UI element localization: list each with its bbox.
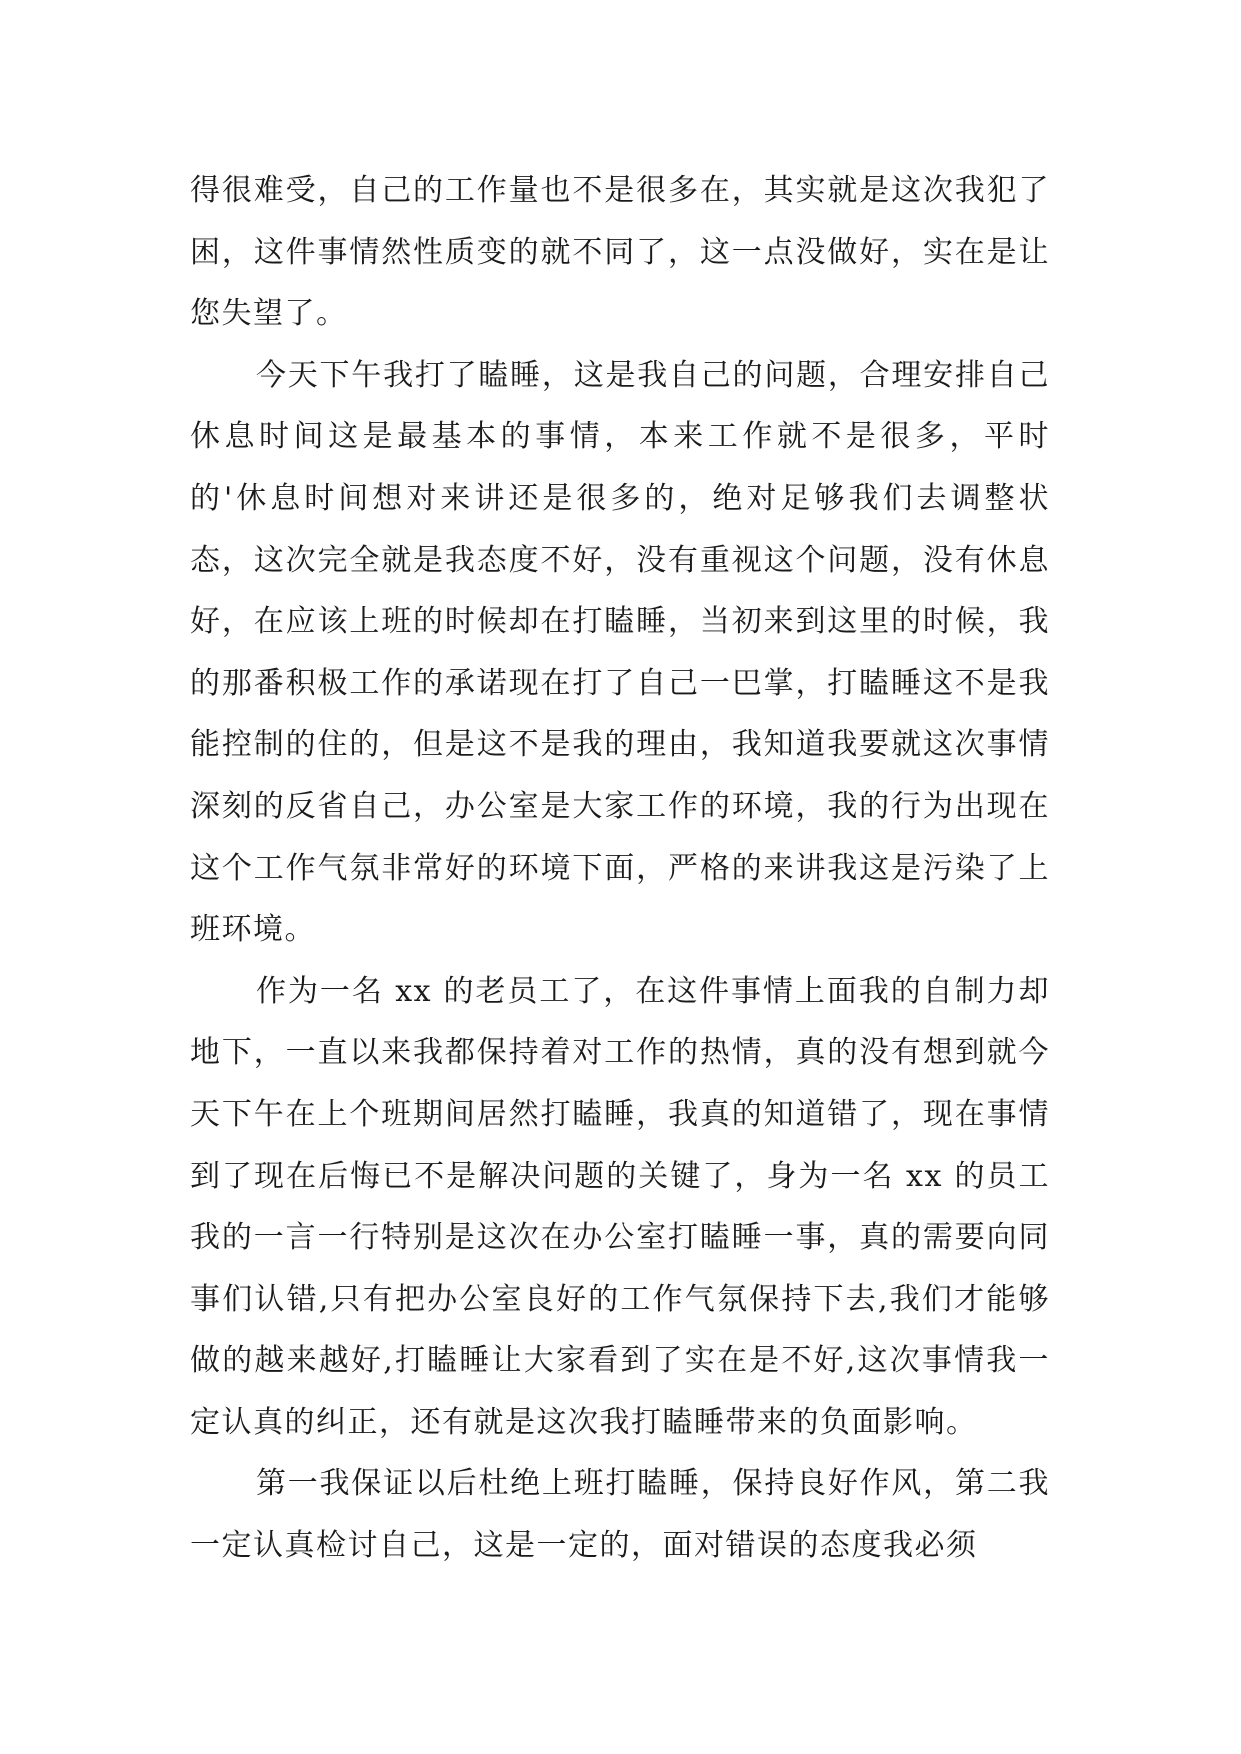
document-body [190,160,1050,1577]
paragraph-commitments: 第一我保证以后杜绝上班打瞌睡，保持良好作风，第二我一定认真检讨自己，这是一定的，面对错误的态度我必须 [190,1466,1050,1564]
paragraph-senior-employee: 作为一名 xx 的老员工了，在这件事情上面我的自制力却地下，一直以来我都保持着对工作的热情，真的没有想到就今天下午在上个班期间居然打瞌睡，我真的知道错了，现在事情到了现在后悔已不是解决问题的关键了，身为一名 xx 的员工我的一言一行特别是这次在办公室打瞌睡一事，真的需要向同事们认错,只有把办公室良好的工作气氛保持下去,我们才能够做的越来越好,打瞌睡让大家看到了实在是不好,这次事情我一定认真的纠正，还有就是这次我打瞌睡带来的负面影响。 [190,973,1050,1440]
paragraph-continuation: 得很难受，自己的工作量也不是很多在，其实就是这次我犯了困，这件事情然性质变的就不同了，这一点没做好，实在是让您失望了。 [190,173,1050,332]
paragraph-napping-problem: 今天下午我打了瞌睡，这是我自己的问题，合理安排自己休息时间这是最基本的事情，本来工作就不是很多，平时的'休息时间想对来讲还是很多的，绝对足够我们去调整状态，这次完全就是我态度不好，没有重视这个问题，没有休息好，在应该上班的时候却在打瞌睡，当初来到这里的时候，我的那番积极工作的承诺现在打了自己一巴掌，打瞌睡这不是我能控制的住的，但是这不是我的理由，我知道我要就这次事情深刻的反省自己，办公室是大家工作的环境，我的行为出现在这个工作气氛非常好的环境下面，严格的来讲我这是污染了上班环境。 [190,357,1050,948]
